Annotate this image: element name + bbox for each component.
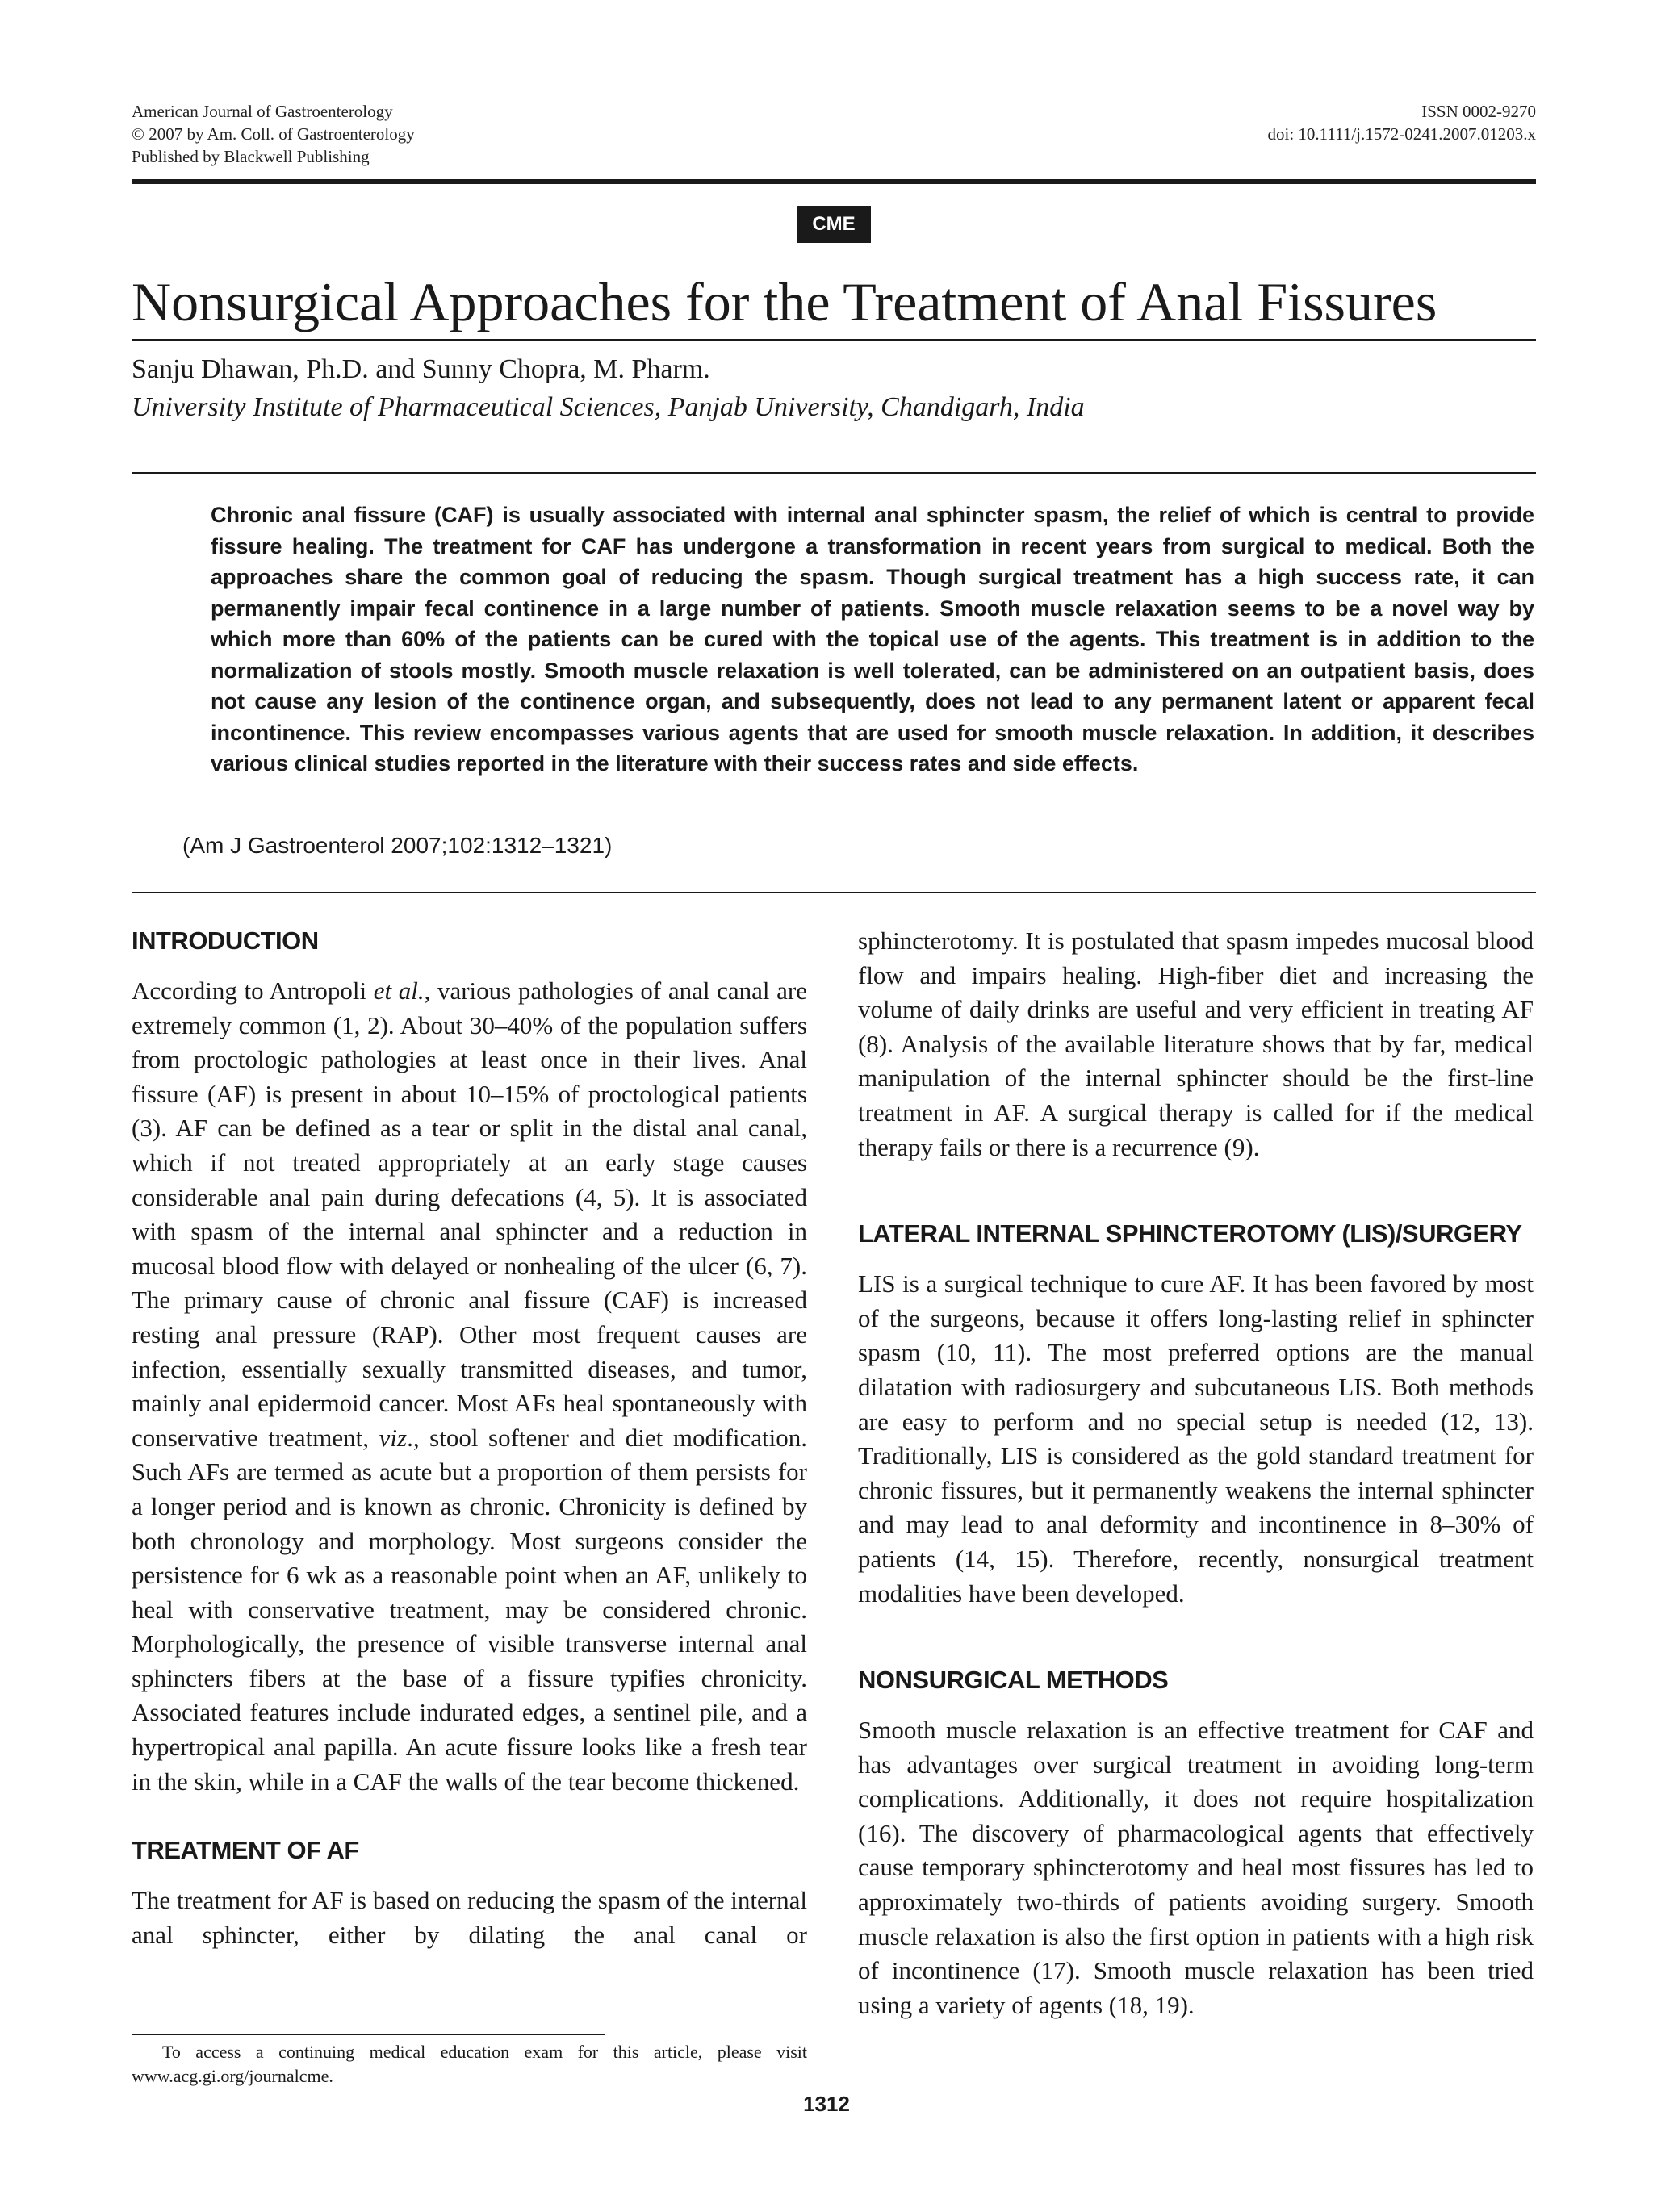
nonsurgical-heading: NONSURGICAL METHODS	[858, 1666, 1169, 1695]
introduction-heading: INTRODUCTION	[132, 926, 319, 955]
journal-header-left	[132, 100, 415, 168]
cme-footnote: To access a continuing medical education exam for this article, please visit www.acg.gi.org/journalcme.	[132, 2042, 807, 2086]
right-column	[858, 924, 1534, 2022]
copyright-line: © 2007 by Am. Coll. of Gastroenterology	[132, 124, 415, 144]
title-underline	[132, 339, 1536, 341]
issn: ISSN 0002-9270	[1421, 102, 1536, 121]
publisher-line: Published by Blackwell Publishing	[132, 147, 370, 166]
cme-badge: CME	[797, 206, 871, 243]
footnote-rule	[132, 2034, 605, 2035]
treatment-heading: TREATMENT OF AF	[132, 1836, 359, 1865]
page-number: 1312	[803, 2092, 850, 2116]
article-authors: Sanju Dhawan, Ph.D. and Sunny Chopra, M. Pharm.	[132, 354, 710, 384]
abstract: Chronic anal fissure (CAF) is usually associated with internal anal sphincter spasm, the relief of which is central to provide fissure healing. The treatment for CAF has undergone a transformation in recent years from surgical to medical. Both the approaches share the common goal of reducing the spasm. Though surgical treatment has a high success rate, it can permanently impair fecal continence in a large number of patients. Smooth muscle relaxation seems to be a novel way by which more than 60% of the patients can be cured with the topical use of the agents. This treatment is in addition to the normalization of stools mostly. Smooth muscle relaxation is well tolerated, can be administered on an outpatient basis, does not cause any lesion of the continence organ, and subsequently, does not lead to any permanent latent or apparent fecal incontinence. This review encompasses various agents that are used for smooth muscle relaxation. In addition, it describes various clinical studies reported in the literature with their success rates and side effects.	[211, 503, 1534, 776]
article-title: Nonsurgical Approaches for the Treatment of Anal Fissures	[132, 271, 1437, 332]
italic-viz: viz	[379, 1423, 408, 1452]
lis-paragraph: LIS is a surgical technique to cure AF. It has been favored by most of the surgeons, because it offers long-lasting relief in sphincter spasm (10, 11). The most preferred options are the manual dilatation with radiosurgery and subcutaneous LIS. Both methods are easy to perform and no special setup is needed (12, 13). Traditionally, LIS is considered as the gold standard treatment for chronic fissures, but it permanently weakens the internal sphincter and may lead to anal deformity and incontinence in 8–30% of patients (14, 15). Therefore, recently, nonsurgical treatment modalities have been developed.	[858, 1269, 1534, 1608]
treatment-paragraph-part1: The treatment for AF is based on reducing the spasm of the internal anal sphincter, either by dilating the anal canal or	[132, 1886, 807, 1949]
treatment-paragraph-part2: sphincterotomy. It is postulated that spasm impedes mucosal blood flow and impairs healing. High-fiber diet and increasing the volume of daily drinks are useful and very efficient in treating AF (8). Analysis of the available literature shows that by far, medical manipulation of the internal sphincter should be the first-line treatment in AF. A surgical therapy is called for if the medical therapy fails or there is a recurrence (9).	[858, 926, 1534, 1161]
journal-header-right	[1268, 100, 1537, 145]
journal-name: American Journal of Gastroenterology	[132, 102, 393, 121]
italic-et-al: et al.	[373, 976, 425, 1005]
doi: doi: 10.1111/j.1572-0241.2007.01203.x	[1267, 124, 1536, 144]
author-affiliation: University Institute of Pharmaceutical Sciences, Panjab University, Chandigarh, India	[132, 392, 1085, 422]
abstract-top-rule	[132, 472, 1536, 474]
introduction-paragraph: According to Antropoli et al., various pathologies of anal canal are extremely common (1, 2). About 30–40% of the population suffers from proctologic pathologies at least once in their lives. Anal fissure (AF) is present in about 10–15% of proctological patients (3). AF can be defined as a tear or split in the distal anal canal, which if not treated appropriately at an early stage causes considerable anal pain during defecations (4, 5). It is associated with spasm of the internal anal sphincter and a reduction in mucosal blood flow with delayed or nonhealing of the ulcer (6, 7). The primary cause of chronic anal fissure (CAF) is increased resting anal pressure (RAP). Other most frequent causes are infection, essentially sexually transmitted diseases, and tumor, mainly anal epidermoid cancer. Most AFs heal spontaneously with conservative treatment, viz., stool softener and diet modification. Such AFs are termed as acute but a proportion of them persists for a longer period and is known as chronic. Chronicity is defined by both chronology and morphology. Most surgeons consider the persistence for 6 wk as a reasonable point when an AF, unlikely to heal with conservative treatment, may be considered chronic. Morphologically, the presence of visible transverse internal anal sphincters fibers at the base of a fissure typifies chronicity. Associated features include indurated edges, a sentinel pile, and a hypertropical anal papilla. An acute fissure looks like a fresh tear in the skin, while in a CAF the walls of the tear become thickened.	[132, 976, 808, 1796]
nonsurgical-paragraph: Smooth muscle relaxation is an effective treatment for CAF and has advantages over surgical treatment in avoiding long-term complications. Additionally, it does not require hospitalization (16). The discovery of pharmacological agents that effectively cause temporary sphincterotomy and heal most fissures has led to approximately two-thirds of patients avoiding surgery. Smooth muscle relaxation is also the first option in patients with a high risk of incontinence (17). Smooth muscle relaxation has been tried using a variety of agents (18, 19).	[858, 1716, 1534, 2019]
abstract-bottom-rule	[132, 892, 1536, 893]
article-citation: (Am J Gastroenterol 2007;102:1312–1321)	[182, 833, 613, 858]
left-column	[132, 925, 807, 1952]
header-rule	[132, 179, 1536, 184]
lis-heading: LATERAL INTERNAL SPHINCTEROTOMY (LIS)/SURGERY	[858, 1219, 1522, 1248]
